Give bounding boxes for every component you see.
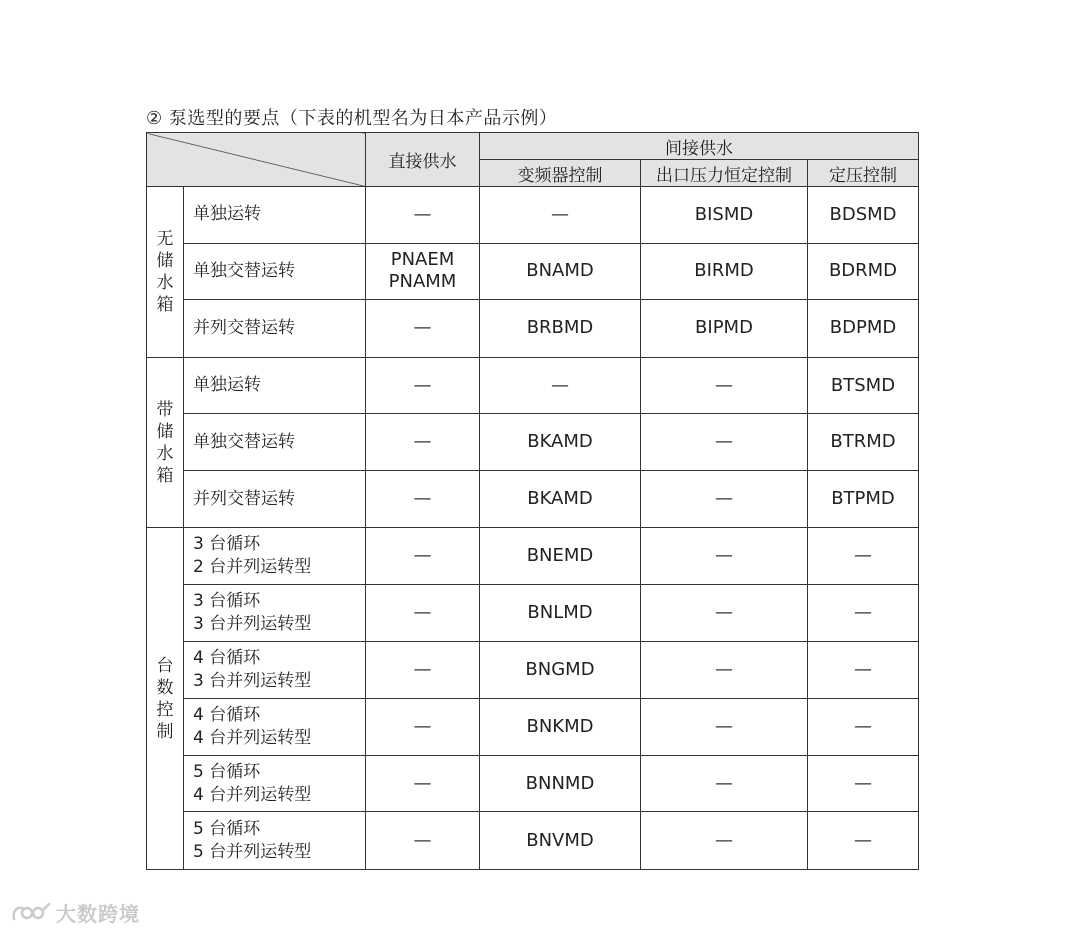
operation-mode-cell	[184, 585, 366, 642]
operation-mode-cell	[184, 187, 366, 244]
model-cell-constant	[808, 300, 919, 358]
empty-dash: —	[854, 772, 872, 794]
operation-mode-cell	[184, 243, 366, 300]
model-code: BKAMD	[527, 431, 593, 453]
empty-dash: —	[715, 431, 733, 453]
model-code: BNNMD	[525, 772, 595, 794]
empty-dash: —	[854, 715, 872, 737]
operation-mode-text: 并列交替运转	[193, 317, 295, 338]
model-cell-inverter	[480, 812, 641, 870]
model-code: BISMD	[694, 203, 754, 225]
operation-mode-text: 4 台循环	[193, 704, 261, 725]
operation-mode-text: 单独交替运转	[193, 431, 295, 452]
model-cell-inverter	[480, 300, 641, 358]
model-code: BNAMD	[526, 260, 594, 282]
corner-header-cell	[147, 133, 366, 187]
operation-mode-cell	[184, 755, 366, 812]
empty-dash: —	[715, 658, 733, 680]
empty-dash: —	[715, 545, 733, 567]
model-cell-inverter	[480, 187, 641, 244]
group-label-cell	[147, 187, 184, 358]
operation-mode-cell	[184, 528, 366, 585]
group-label-char: 无	[156, 228, 174, 249]
model-code: BNEMD	[526, 545, 594, 567]
group-label-char: 箱	[156, 294, 174, 315]
operation-mode-text: 3 台并列运转型	[193, 670, 312, 691]
empty-dash: —	[715, 601, 733, 623]
model-code: BDRMD	[828, 260, 898, 282]
model-cell-constant	[808, 812, 919, 870]
model-cell-direct	[366, 243, 480, 300]
model-cell-direct	[366, 300, 480, 358]
model-code: BTSMD	[830, 374, 896, 396]
group-label-char: 水	[156, 443, 174, 464]
table-row	[147, 812, 919, 870]
empty-dash: —	[413, 374, 432, 396]
model-code: BKAMD	[527, 488, 593, 510]
table-row	[147, 755, 919, 812]
model-code: BNLMD	[527, 601, 593, 623]
watermark-text: 大数跨境	[56, 902, 140, 926]
model-code: PNAEM	[390, 249, 455, 271]
model-cell-direct	[366, 470, 480, 528]
empty-dash: —	[413, 829, 432, 851]
header-outlet-pressure-control: 出口压力恒定控制	[641, 160, 808, 187]
model-cell-inverter	[480, 243, 641, 300]
operation-mode-text: 5 台并列运转型	[193, 841, 312, 862]
group-label-char: 带	[156, 399, 174, 420]
model-cell-constant	[808, 528, 919, 585]
operation-mode-text: 5 台循环	[193, 818, 261, 839]
model-code: BNGMD	[525, 658, 595, 680]
empty-dash: —	[413, 601, 432, 623]
model-cell-inverter	[480, 585, 641, 642]
table-caption: ② 泵选型的要点（下表的机型名为日本产品示例）	[146, 108, 558, 129]
operation-mode-text: 4 台并列运转型	[193, 784, 312, 805]
empty-dash: —	[413, 488, 432, 510]
model-cell-outlet	[641, 699, 808, 756]
model-cell-direct	[366, 699, 480, 756]
model-cell-outlet	[641, 187, 808, 244]
model-cell-inverter	[480, 641, 641, 699]
group-label-char: 水	[156, 272, 174, 293]
table-body	[147, 187, 919, 870]
empty-dash: —	[715, 488, 733, 510]
operation-mode-text: 5 台循环	[193, 761, 261, 782]
model-cell-inverter	[480, 528, 641, 585]
empty-dash: —	[413, 658, 432, 680]
table-row	[147, 300, 919, 358]
operation-mode-cell	[184, 300, 366, 358]
model-cell-outlet	[641, 755, 808, 812]
table-row	[147, 470, 919, 528]
empty-dash: —	[854, 829, 872, 851]
table-row	[147, 528, 919, 585]
model-cell-direct	[366, 641, 480, 699]
group-label-char: 台	[156, 655, 174, 676]
table-row	[147, 414, 919, 471]
brand-logo-icon	[10, 901, 52, 925]
model-cell-outlet	[641, 470, 808, 528]
header-inverter-control: 变频器控制	[480, 160, 641, 187]
pump-model-table	[146, 132, 919, 870]
operation-mode-text: 2 台并列运转型	[193, 557, 312, 578]
empty-dash: —	[854, 545, 872, 567]
operation-mode-cell	[184, 357, 366, 414]
group-label-char: 控	[156, 699, 174, 720]
operation-mode-cell	[184, 641, 366, 699]
model-cell-constant	[808, 357, 919, 414]
model-code: BIRMD	[694, 260, 754, 282]
group-label-char: 储	[156, 421, 174, 442]
table-row	[147, 243, 919, 300]
table-row	[147, 357, 919, 414]
header-direct-supply: 直接供水	[366, 133, 480, 187]
header-constant-pressure-control: 定压控制	[808, 160, 919, 187]
model-cell-direct	[366, 755, 480, 812]
model-code: BNKMD	[526, 715, 594, 737]
operation-mode-cell	[184, 414, 366, 471]
empty-dash: —	[413, 317, 432, 339]
empty-dash: —	[715, 829, 733, 851]
model-cell-constant	[808, 187, 919, 244]
empty-dash: —	[715, 374, 733, 396]
model-cell-direct	[366, 812, 480, 870]
model-cell-constant	[808, 641, 919, 699]
model-cell-outlet	[641, 300, 808, 358]
operation-mode-cell	[184, 812, 366, 870]
model-cell-direct	[366, 585, 480, 642]
group-label-char: 数	[156, 677, 174, 698]
model-cell-outlet	[641, 641, 808, 699]
model-cell-inverter	[480, 470, 641, 528]
model-code: BDPMD	[829, 317, 897, 339]
empty-dash: —	[854, 601, 872, 623]
model-cell-outlet	[641, 585, 808, 642]
model-cell-inverter	[480, 414, 641, 471]
empty-dash: —	[413, 203, 432, 225]
model-cell-constant	[808, 585, 919, 642]
model-cell-outlet	[641, 414, 808, 471]
model-code: BTPMD	[831, 488, 895, 510]
empty-dash: —	[854, 658, 872, 680]
table-row	[147, 187, 919, 244]
group-label-char: 箱	[156, 465, 174, 486]
operation-mode-cell	[184, 470, 366, 528]
operation-mode-text: 3 台并列运转型	[193, 613, 312, 634]
operation-mode-text: 单独交替运转	[193, 260, 295, 281]
model-cell-direct	[366, 528, 480, 585]
model-cell-direct	[366, 414, 480, 471]
empty-dash: —	[413, 715, 432, 737]
model-cell-constant	[808, 755, 919, 812]
model-cell-inverter	[480, 755, 641, 812]
group-label-cell	[147, 528, 184, 870]
operation-mode-text: 4 台并列运转型	[193, 727, 312, 748]
operation-mode-text: 4 台循环	[193, 647, 261, 668]
empty-dash: —	[413, 772, 432, 794]
model-code: BRBMD	[526, 317, 594, 339]
empty-dash: —	[413, 545, 432, 567]
model-code: BTRMD	[830, 431, 896, 453]
operation-mode-text: 单独运转	[193, 204, 261, 225]
model-code: BIPMD	[695, 317, 753, 339]
model-code: BNVMD	[526, 829, 594, 851]
group-label-cell	[147, 357, 184, 528]
group-label-char: 制	[156, 721, 174, 742]
model-cell-outlet	[641, 357, 808, 414]
model-cell-inverter	[480, 699, 641, 756]
group-label-char: 储	[156, 250, 174, 271]
model-cell-outlet	[641, 812, 808, 870]
model-cell-direct	[366, 357, 480, 414]
operation-mode-cell	[184, 699, 366, 756]
operation-mode-text: 3 台循环	[193, 534, 261, 555]
model-cell-direct	[366, 187, 480, 244]
model-cell-outlet	[641, 528, 808, 585]
table-row	[147, 641, 919, 699]
model-cell-constant	[808, 243, 919, 300]
empty-dash: —	[551, 203, 569, 225]
model-cell-constant	[808, 470, 919, 528]
empty-dash: —	[551, 374, 569, 396]
model-cell-constant	[808, 699, 919, 756]
operation-mode-text: 3 台循环	[193, 590, 261, 611]
watermark	[10, 898, 140, 927]
table-row	[147, 585, 919, 642]
empty-dash: —	[715, 772, 733, 794]
empty-dash: —	[413, 431, 432, 453]
model-cell-outlet	[641, 243, 808, 300]
empty-dash: —	[715, 715, 733, 737]
operation-mode-text: 单独运转	[193, 375, 261, 396]
operation-mode-text: 并列交替运转	[193, 488, 295, 509]
header-indirect-supply: 间接供水	[480, 133, 919, 160]
model-code: PNAMM	[388, 271, 457, 293]
table-row	[147, 699, 919, 756]
model-cell-inverter	[480, 357, 641, 414]
model-cell-constant	[808, 414, 919, 471]
model-code: BDSMD	[829, 203, 897, 225]
